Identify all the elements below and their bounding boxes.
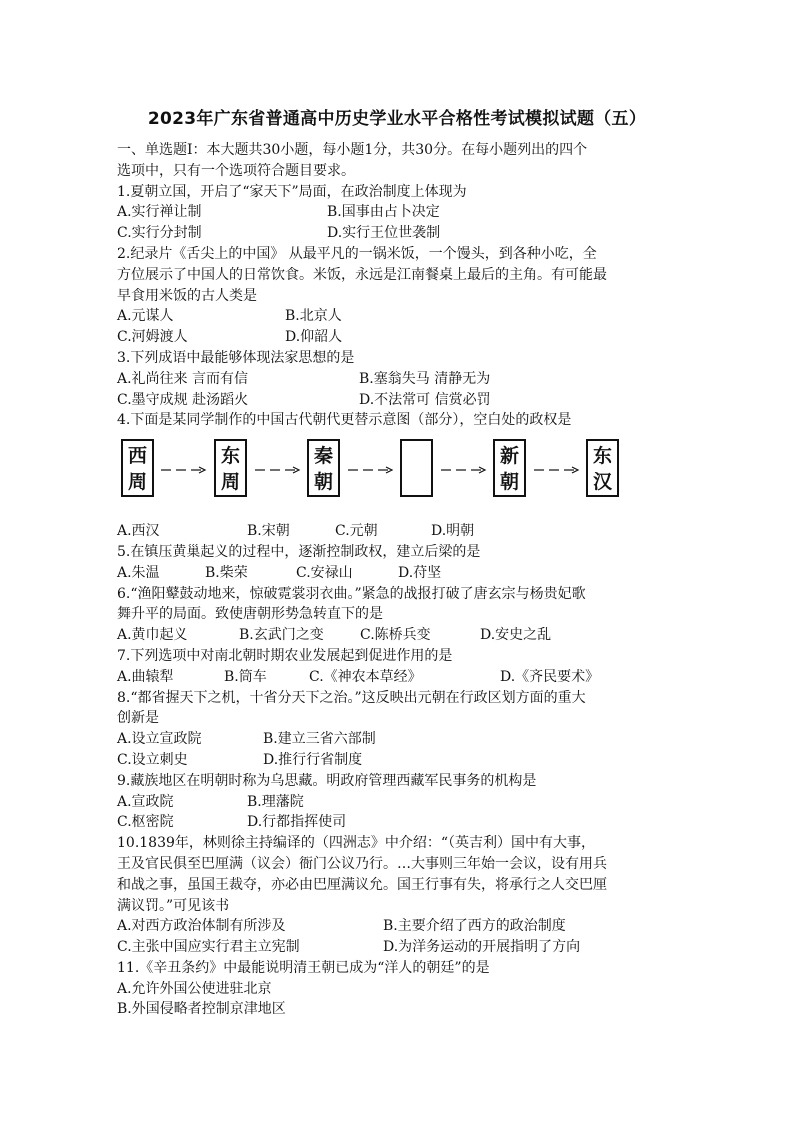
page-title: 2023年广东省普通高中历史学业水平合格性考试模拟试题（五） [147,109,647,129]
dynasty-char: 西 [127,445,147,468]
option-row [117,390,677,411]
arrow-icon [532,466,580,474]
option-b: B.塞翁失马 清静无为 [359,370,491,387]
option-row [117,625,677,646]
question-stem: 创新是 [117,710,159,727]
dynasty-char: 汉 [592,471,612,494]
dynasty-box-qin [307,439,340,497]
option-row [117,812,677,833]
question-stem: 方位展示了中国人的日常饮食。米饭，永远是江南餐桌上最后的主角。有可能最 [117,266,607,283]
dynasty-char: 周 [127,471,147,494]
option-c: C.河姆渡人 [117,329,188,346]
arrow-icon [439,466,487,474]
question-stem: 6.“渔阳鼙鼓动地来，惊破霓裳羽衣曲。”紧急的战报打破了唐玄宗与杨贵妃歌 [117,585,586,602]
option-b: B.筒车 [224,668,267,685]
option-b: B.国事由占卜决定 [327,204,440,221]
option-d: D.《齐民要术》 [500,668,600,685]
option-d: D.实行王位世袭制 [327,225,441,242]
option-d: D.仰韶人 [285,329,343,346]
option-a: A.曲辕犁 [117,668,174,685]
option-c: C.元朝 [335,523,378,540]
option-a: A.对西方政治体制有所涉及 [117,918,286,935]
option-b: B.建立三省六部制 [263,731,376,748]
option-b: B.理藩院 [247,793,304,810]
option-d: D.苻坚 [398,564,442,581]
question-stem: 4.下面是某同学制作的中国古代朝代更替示意图（部分），空白处的政权是 [117,412,572,429]
question-stem: 10.1839年，林则徐主持编译的（四洲志》中介绍：“（英吉利）国中有大事， [117,835,596,852]
option-row [117,327,677,348]
question-stem: 7.下列选项中对南北朝时期农业发展起到促进作用的是 [117,647,453,664]
option-a: A.黄巾起义 [117,627,188,644]
option-b: B.宋朝 [247,523,290,540]
dynasty-box-eastern-zhou [214,439,247,497]
option-row [117,223,677,244]
arrow-icon [253,466,301,474]
question-stem: 3.下列成语中最能够体现法家思想的是 [117,349,355,366]
option-row [117,729,677,750]
option-a: A.宣政院 [117,793,174,810]
option-a: A.西汉 [117,523,160,540]
dynasty-char: 秦 [313,445,333,468]
option-row [117,563,677,584]
option-b: B.北京人 [285,308,342,325]
question-stem: 11.《辛丑条约》中最能说明清王朝已成为“洋人的朝廷”的是 [117,959,490,976]
option-c: C.设立刺史 [117,751,188,768]
option-c: C.墨守成规 赴汤蹈火 [117,391,249,408]
option-row [117,369,677,390]
question-stem: 8.“都省握天下之机，十省分天下之治。”这反映出元朝在行政区划方面的重大 [117,689,586,706]
dynasty-box-xin [493,439,526,497]
section-instruction: 一、单选题Ⅰ：本大题共30小题，每小题1分，共30分。在每小题列出的四个 [117,142,588,158]
dynasty-box-eastern-han [586,439,619,497]
question-stem: 早食用米饭的古人类是 [117,287,257,304]
dynasty-diagram [117,439,677,519]
question-stem: 9.藏族地区在明朝时称为乌思藏。明政府管理西藏军民事务的机构是 [117,772,537,789]
option-row [117,937,677,958]
option-a: A.元谋人 [117,308,174,325]
dynasty-char: 新 [499,445,519,468]
question-stem: 1.夏朝立国，开启了“家天下”局面，在政治制度上体现为 [117,183,467,200]
option-row [117,916,677,937]
option-b: B.玄武门之变 [239,627,324,644]
option-a: A.允许外国公使进驻北京 [117,980,272,997]
dynasty-char: 东 [592,445,612,468]
option-c: C.实行分封制 [117,225,202,242]
option-row [117,667,677,688]
option-row [117,521,677,542]
option-row [117,202,677,223]
question-stem: 2.纪录片《舌尖上的中国》 从最平凡的一锅米饭，一个馒头，到各种小吃，全 [117,245,597,262]
option-d: D.为洋务运动的开展指明了方向 [383,939,581,956]
option-d: D.推行行省制度 [263,751,363,768]
dynasty-box-western-zhou [121,439,154,497]
option-a: A.朱温 [117,564,160,581]
option-b: B.柴荣 [205,564,248,581]
option-d: D.不法常可 信赏必罚 [359,391,491,408]
option-d: D.明朝 [431,523,475,540]
option-a: A.礼尚往来 言而有信 [117,370,249,387]
section-instruction: 选项中，只有一个选项符合题目要求。 [117,162,355,179]
question-stem: 舞升平的局面。致使唐朝形势急转直下的是 [117,606,383,623]
option-row [117,306,677,327]
dynasty-box-blank [400,439,433,497]
option-c: C.《神农本草经》 [309,668,422,685]
option-b: B.外国侵略者控制京津地区 [117,1001,286,1018]
arrow-icon [159,466,207,474]
option-row [117,792,677,813]
option-a: A.设立宣政院 [117,731,202,748]
dynasty-char: 周 [220,471,240,494]
question-stem: 5.在镇压黄巢起义的过程中，逐渐控制政权，建立后梁的是 [117,543,481,560]
option-c: C.安禄山 [296,564,353,581]
option-row [117,750,677,771]
option-c: C.主张中国应实行君主立宪制 [117,939,300,956]
question-stem: 王及官民俱至巴厘满（议会）衙门公议乃行。…大事则三年始一会议，设有用兵 [117,855,607,872]
option-d: D.行都指挥使司 [247,814,347,831]
question-stem: 满议罚。”可见该书 [117,897,230,914]
dynasty-char: 朝 [499,471,519,494]
dynasty-char: 东 [220,445,240,468]
option-c: C.枢密院 [117,814,174,831]
dynasty-char: 朝 [313,471,333,494]
arrow-icon [346,466,394,474]
option-b: B.主要介绍了西方的政治制度 [383,918,566,935]
option-c: C.陈桥兵变 [360,627,431,644]
question-list [117,140,677,1020]
option-d: D.安史之乱 [480,627,552,644]
option-a: A.实行禅让制 [117,204,202,221]
question-stem: 和战之事，虽国王裁夺，亦必由巴厘满议允。国王行事有失，将承行之人交巴厘 [117,876,607,893]
